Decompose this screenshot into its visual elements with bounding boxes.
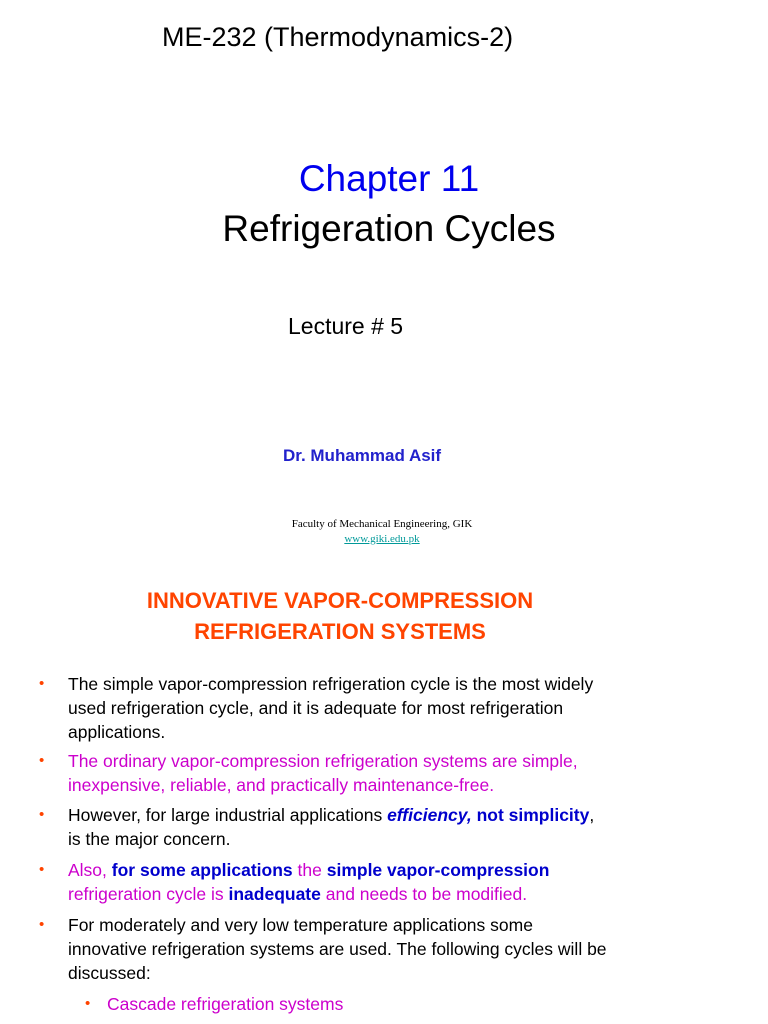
bullet-item [39, 672, 594, 744]
bullet-line [68, 882, 549, 906]
bullet-line [68, 803, 594, 827]
bullet-dot-icon: • [39, 916, 45, 933]
faculty-line: Faculty of Mechanical Engineering, GIK [291, 518, 473, 530]
bullet-line: For moderately and very low temperature applications some [68, 915, 533, 935]
bullet-item [39, 803, 595, 851]
bullet-item [39, 749, 578, 797]
course-code: ME-232 (Thermodynamics-2) [162, 22, 514, 52]
section-heading-line-1: INNOVATIVE VAPOR-COMPRESSION [146, 588, 534, 613]
section-heading [0, 585, 680, 647]
bullet-line: inexpensive, reliable, and practically maintenance-free. [68, 775, 495, 795]
emphasis-inadequate: inadequate [228, 884, 321, 904]
bullet-text: and needs to be modified. [320, 884, 528, 904]
bullet-text: However, for large industrial applications [68, 805, 388, 825]
chapter-subtitle: Refrigeration Cycles [222, 208, 556, 249]
section-heading-line-2: REFRIGERATION SYSTEMS [194, 619, 486, 644]
bullet-line [68, 858, 549, 882]
author-name: Dr. Muhammad Asif [283, 446, 442, 465]
website-link[interactable]: www.giki.edu.pk [344, 533, 420, 545]
sub-bullet-item [85, 992, 344, 1016]
bullet-text: , [589, 805, 595, 825]
emphasis-some-applications: for some applications [111, 860, 293, 880]
bullet-item [39, 913, 607, 985]
bullet-line: Cascade refrigeration systems [107, 994, 344, 1014]
bullet-text: the [292, 860, 327, 880]
bullet-line: discussed: [68, 963, 151, 983]
bullet-dot-icon: • [39, 806, 45, 823]
chapter-title: Chapter 11 [298, 158, 480, 199]
bullet-line: used refrigeration cycle, and it is adequate for most refrigeration [68, 698, 564, 718]
bullet-dot-icon: • [39, 861, 45, 878]
bullet-dot-icon: • [39, 675, 45, 692]
bullet-line: The simple vapor-compression refrigeration cycle is the most widely [68, 674, 594, 694]
bullet-text: Also, [68, 860, 112, 880]
bullet-line: innovative refrigeration systems are used. The following cycles will be [68, 939, 607, 959]
bullet-line: is the major concern. [68, 829, 231, 849]
bullet-dot-icon: • [39, 752, 45, 769]
bullet-dot-icon: • [85, 995, 91, 1012]
lecture-label: Lecture # 5 [288, 313, 404, 339]
bullet-line: applications. [68, 722, 166, 742]
bullet-item [39, 858, 550, 906]
bullet-line: The ordinary vapor-compression refrigeration systems are simple, [68, 751, 578, 771]
emphasis-not-simplicity: not simplicity [471, 805, 590, 825]
emphasis-simple-vapor-compression: simple vapor-compression [326, 860, 550, 880]
emphasis-efficiency: efficiency, [387, 805, 472, 825]
bullet-text: refrigeration cycle is [68, 884, 229, 904]
